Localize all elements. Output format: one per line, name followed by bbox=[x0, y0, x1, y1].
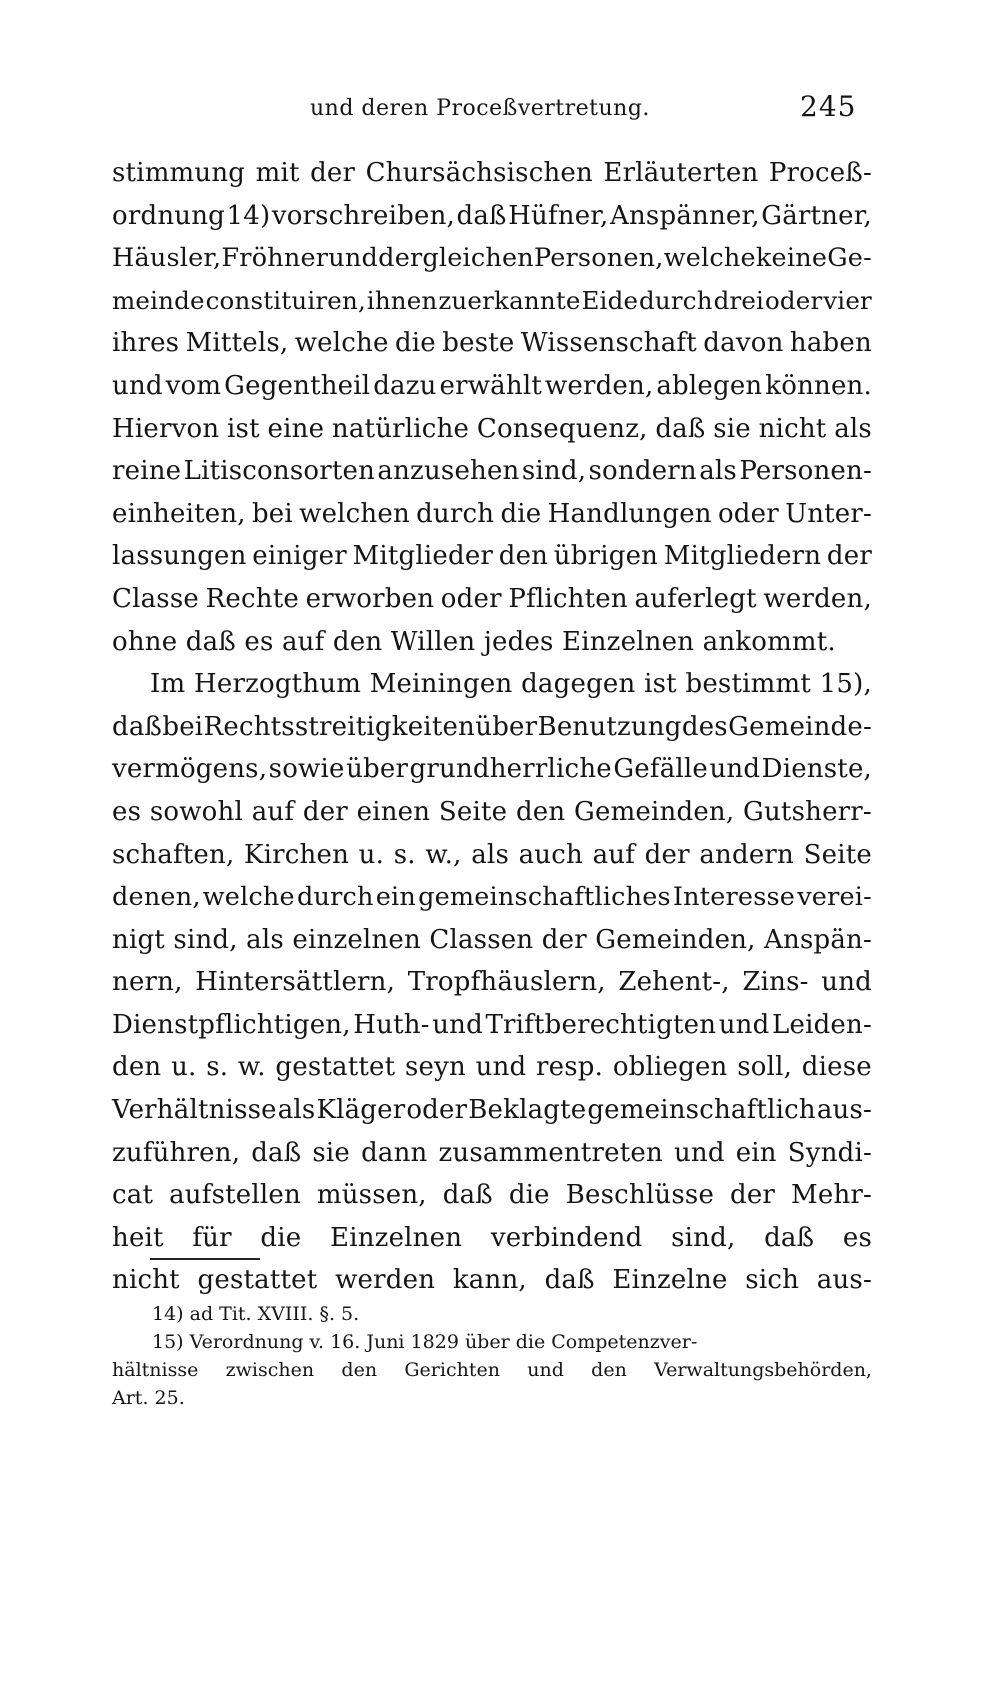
footnote-14: 14) ad Tit. XVIII. §. 5. bbox=[152, 1303, 360, 1325]
text-line: nicht gestattet werden kann, daß Einzelne sich aus- bbox=[112, 1265, 872, 1296]
text-line: lassungen einiger Mitglieder den übrigen Mitgliedern der bbox=[112, 541, 872, 572]
text-line: Dienstpflichtigen, Huth- und Triftberechtigten und Leiden- bbox=[112, 1009, 872, 1040]
footnote-separator-rule bbox=[150, 1258, 260, 1260]
text-line: meinde constituiren, ihnen zuerkannte Eide durch drei oder vier bbox=[112, 285, 872, 315]
text-line: ihres Mittels, welche die beste Wissenschaft davon haben bbox=[112, 328, 872, 359]
text-line: den u. s. w. gestattet seyn und resp. obliegen soll, diese bbox=[112, 1052, 872, 1083]
text-line: reine Litisconsorten anzusehen sind, sondern als Personen- bbox=[112, 456, 872, 487]
footnote-15: 15) Verordnung v. 16. Juni 1829 über die Competenzver- bbox=[152, 1331, 698, 1353]
text-line-paragraph-start: Im Herzogthum Meiningen dagegen ist bestimmt 15), bbox=[150, 669, 872, 700]
text-line: nigt sind, als einzelnen Classen der Gemeinden, Anspän- bbox=[112, 924, 872, 955]
text-line: Häusler, Fröhner und dergleichen Personen, welche keine Ge- bbox=[112, 243, 872, 274]
text-line: cat aufstellen müssen, daß die Beschlüsse der Mehr- bbox=[112, 1180, 872, 1211]
text-line: nern, Hintersättlern, Tropfhäuslern, Zehent-, Zins- und bbox=[112, 967, 872, 998]
text-line: Hiervon ist eine natürliche Consequenz, daß sie nicht als bbox=[112, 413, 872, 444]
text-line-paragraph-end: ohne daß es auf den Willen jedes Einzelnen ankommt. bbox=[112, 626, 836, 657]
text-line: heit für die Einzelnen verbindend sind, daß es bbox=[112, 1222, 872, 1253]
text-line: Verhältnisse als Kläger oder Beklagte gemeinschaftlich aus- bbox=[112, 1095, 872, 1126]
text-line: es sowohl auf der einen Seite den Gemeinden, Gutsherr- bbox=[112, 796, 872, 827]
text-line: zuführen, daß sie dann zusammentreten und ein Syndi- bbox=[112, 1137, 872, 1168]
text-line: stimmung mit der Chursächsischen Erläuterten Proceß- bbox=[112, 158, 872, 188]
text-line: einheiten, bei welchen durch die Handlungen oder Unter- bbox=[112, 498, 872, 529]
text-line: daß bei Rechtsstreitigkeiten über Benutzung des Gemeinde- bbox=[112, 711, 872, 742]
footnote-15-end: Art. 25. bbox=[112, 1387, 185, 1409]
text-line: und vom Gegentheil dazu erwählt werden, ablegen können. bbox=[112, 370, 872, 401]
text-line: vermögens, sowie über grundherrliche Gefälle und Dienste, bbox=[112, 754, 872, 785]
footnotes bbox=[112, 1300, 872, 1412]
body-text bbox=[112, 152, 872, 1302]
text-line: ordnung 14) vorschreiben, daß Hüfner, Anspänner, Gärtner, bbox=[112, 200, 872, 231]
text-line: Classe Rechte erworben oder Pflichten auferlegt werden, bbox=[112, 583, 872, 614]
text-line: schaften, Kirchen u. s. w., als auch auf der andern Seite bbox=[112, 839, 872, 870]
page-number: 245 bbox=[800, 90, 857, 123]
running-head: und deren Proceßvertretung. bbox=[310, 96, 650, 121]
text-line: denen, welche durch ein gemeinschaftliches Interesse verei- bbox=[112, 882, 872, 913]
footnote-15-continued: hältnisse zwischen den Gerichten und den Verwaltungsbehörden, bbox=[112, 1359, 872, 1381]
